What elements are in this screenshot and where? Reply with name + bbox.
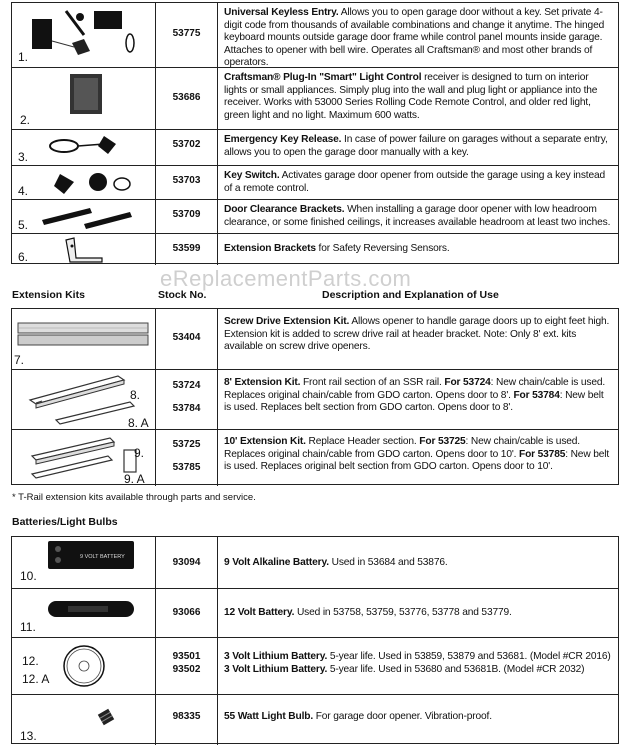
section-heading: Batteries/Light Bulbs bbox=[12, 516, 118, 528]
stock-number: 53703 bbox=[156, 166, 218, 199]
stock-number: 53724 53784 bbox=[156, 370, 218, 429]
stock-number: 53709 bbox=[156, 200, 218, 233]
stock-number: 53702 bbox=[156, 130, 218, 165]
stock-number: 53599 bbox=[156, 234, 218, 265]
item-number-alt: 12. A bbox=[22, 672, 50, 686]
stock-number: 98335 bbox=[156, 695, 218, 745]
item-number: 12. bbox=[22, 654, 39, 668]
stock-number: 93066 bbox=[156, 589, 218, 637]
accessories-table bbox=[11, 2, 619, 264]
stock-number: 53775 bbox=[156, 3, 218, 67]
description: 10' Extension Kit. Replace Header section. For 53725: New chain/cable is used. Replaces original chain/cable from GDO carton. Opens door to 10'. For 53785: New belt is used. Replaces original belt section from GDO carton. Opens door to 10'. bbox=[224, 436, 610, 473]
item-number: 11. bbox=[20, 620, 36, 634]
product-image-cell bbox=[12, 537, 156, 588]
column-header-description: Description and Explanation of Use bbox=[322, 289, 499, 301]
description: Door Clearance Brackets. When installing a garage door opener with low headroom clearance, or some finished ceilings, it increases available headroom at least two inches. bbox=[224, 204, 611, 228]
item-number: 8. bbox=[130, 388, 141, 402]
item-number: 9. bbox=[134, 446, 145, 460]
extension-brackets-image bbox=[12, 234, 156, 265]
product-image-cell bbox=[12, 130, 156, 165]
item-number: 6. bbox=[18, 250, 29, 264]
table-row bbox=[12, 199, 618, 233]
product-image-cell bbox=[12, 166, 156, 199]
description: 8' Extension Kit. Front rail section of an SSR rail. For 53724: New chain/cable is used. Replaces original chain/cable from GDO carton. Opens door to 8'. For 53784: New belt is used. Replaces belt section from GDO carton. Opens door to 8'. bbox=[224, 377, 606, 414]
section-heading: Extension Kits bbox=[12, 289, 85, 301]
description: Screw Drive Extension Kit. Allows opener to handle garage doors up to eight feet high. Extension kit is added to screw drive rail at header bracket. Note: Only 8' ext. kits available on screw drive openers. bbox=[224, 316, 610, 353]
product-image-cell bbox=[12, 68, 156, 129]
watermark: eReplacementParts.com bbox=[160, 266, 412, 291]
stock-number: 53686 bbox=[156, 68, 218, 129]
table-row bbox=[12, 637, 618, 694]
table-row bbox=[12, 129, 618, 165]
stock-number: 93501 93502 bbox=[156, 638, 218, 694]
screw-drive-rail-image bbox=[12, 309, 156, 369]
description: Universal Keyless Entry. Allows you to open garage door without a key. Set private 4-digit code from thousands of available combinations and change it anytime. The hinged keyboard mounts outside garage door frame while control panel mounts inside garage. Attaches to opener with bell wire. Operates all Craftsman® and most other brands of operators. bbox=[224, 7, 605, 69]
product-image-cell bbox=[12, 200, 156, 233]
item-number-alt: 8. A bbox=[128, 416, 149, 429]
product-image-cell bbox=[12, 589, 156, 637]
item-number: 3. bbox=[18, 150, 29, 164]
table-row bbox=[12, 537, 618, 588]
item-number: 1. bbox=[18, 50, 29, 64]
description: 3 Volt Lithium Battery. 5-year life. Used in 53859, 53879 and 53681. (Model #CR 2016) 3 Volt Lithium Battery. 5-year life. Used in 53680 and 53681B. (Model #CR 2032) bbox=[224, 651, 611, 675]
product-image-cell bbox=[12, 234, 156, 265]
table-row bbox=[12, 165, 618, 199]
product-image-cell bbox=[12, 309, 156, 369]
description: Craftsman® Plug-In "Smart" Light Control receiver is designed to turn on interior lights or small appliances. Simply plug into the wall and plug light or appliance into the receiver. Works with 53000 Series Rolling Code Remote Control, and older red light, green light and no light. Maximum 600 watts. bbox=[224, 72, 598, 121]
product-image-cell bbox=[12, 695, 156, 745]
item-number: 2. bbox=[20, 113, 31, 127]
footnote: * T-Rail extension kits available through parts and service. bbox=[12, 492, 256, 503]
light-control-image bbox=[12, 68, 156, 129]
table-row bbox=[12, 694, 618, 745]
table-row bbox=[12, 588, 618, 637]
table-row bbox=[12, 429, 618, 486]
item-number: 5. bbox=[18, 218, 29, 232]
description: Key Switch. Activates garage door opener from outside the garage using a key instead of a remote control. bbox=[224, 170, 605, 194]
battery-label-text: 9 VOLT BATTERY bbox=[80, 554, 125, 560]
description: Extension Brackets for Safety Reversing Sensors. bbox=[224, 243, 450, 254]
table-row bbox=[12, 309, 618, 369]
extension-table bbox=[11, 308, 619, 485]
table-row bbox=[12, 233, 618, 265]
clearance-brackets-image bbox=[12, 200, 156, 233]
table-row bbox=[12, 3, 618, 67]
keyless-entry-image bbox=[12, 3, 156, 67]
key-switch-image bbox=[12, 166, 156, 199]
batteries-table bbox=[11, 536, 619, 744]
description: Emergency Key Release. In case of power failure on garages without a separate entry, allows you to open the garage door manually with a key. bbox=[224, 134, 608, 158]
description: 12 Volt Battery. Used in 53758, 53759, 53776, 53778 and 53779. bbox=[224, 607, 512, 618]
stock-number: 53725 53785 bbox=[156, 430, 218, 486]
item-number: 13. bbox=[20, 729, 37, 743]
key-release-image bbox=[12, 130, 156, 165]
product-image-cell bbox=[12, 3, 156, 67]
product-image-cell bbox=[12, 638, 156, 694]
stock-number: 53404 bbox=[156, 309, 218, 369]
description: 9 Volt Alkaline Battery. Used in 53684 and 53876. bbox=[224, 557, 448, 568]
item-number: 4. bbox=[18, 184, 29, 198]
item-number: 10. bbox=[20, 569, 37, 583]
description: 55 Watt Light Bulb. For garage door opener. Vibration-proof. bbox=[224, 711, 492, 722]
item-number-alt: 9. A bbox=[124, 472, 145, 486]
table-row bbox=[12, 67, 618, 129]
product-image-cell bbox=[12, 430, 156, 486]
column-header-stock: Stock No. bbox=[158, 289, 207, 301]
table-row bbox=[12, 369, 618, 429]
product-image-cell bbox=[12, 370, 156, 429]
stock-number: 93094 bbox=[156, 537, 218, 588]
item-number: 7. bbox=[14, 353, 25, 367]
